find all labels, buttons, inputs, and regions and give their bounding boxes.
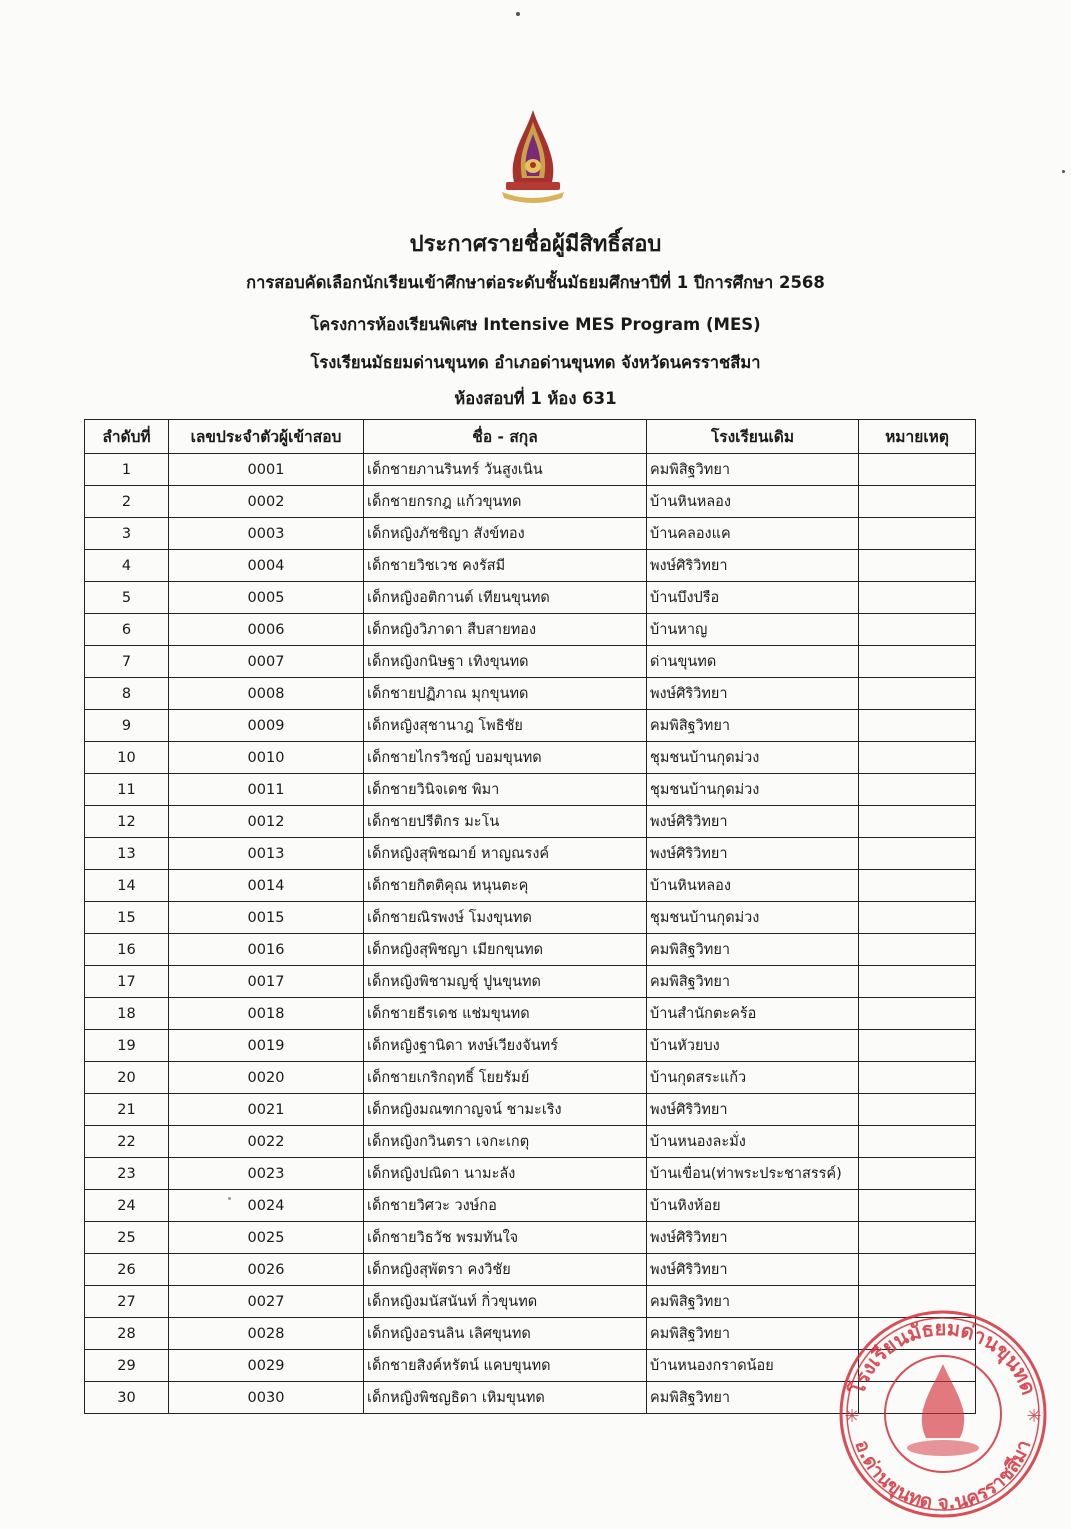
table-row [85,1222,976,1254]
previous-school-cell: ด่านขุนทด [647,646,859,678]
table-row [85,518,976,550]
full-name-cell: เด็กชายเกริกฤทธิ์ โยยรัมย์ [364,1062,647,1094]
order-cell: 10 [85,742,169,774]
scan-speck [516,12,520,16]
exam-id-cell: 0025 [169,1222,364,1254]
exam-id-cell: 0015 [169,902,364,934]
previous-school-cell: บ้านหาญ [647,614,859,646]
exam-id-cell: 0023 [169,1158,364,1190]
full-name-cell: เด็กหญิงมนัสนันท์ กิ่วขุนทด [364,1286,647,1318]
table-row [85,646,976,678]
remarks-cell [859,1190,976,1222]
remarks-cell [859,998,976,1030]
full-name-cell: เด็กหญิงมณฑกาญจน์ ชามะเริง [364,1094,647,1126]
order-cell: 23 [85,1158,169,1190]
full-name-cell: เด็กหญิงสุพิชญา เมียกขุนทด [364,934,647,966]
full-name-cell: เด็กหญิงปณิดา นามะลัง [364,1158,647,1190]
svg-text:✳: ✳ [844,1406,860,1427]
previous-school-cell: คมพิสิฐวิทยา [647,454,859,486]
svg-text:✳: ✳ [1026,1406,1042,1427]
full-name-cell: เด็กชายสิงค์หรัตน์ แคบขุนทด [364,1350,647,1382]
remarks-cell [859,518,976,550]
previous-school-cell: บ้านหนองละมั่ง [647,1126,859,1158]
table-header-row [85,420,976,454]
previous-school-cell: บ้านเขื่อน(ท่าพระประชาสรรค์) [647,1158,859,1190]
remarks-cell [859,966,976,998]
table-row [85,966,976,998]
previous-school-cell: คมพิสิฐวิทยา [647,934,859,966]
full-name-cell: เด็กชายวิชเวช คงรัสมี [364,550,647,582]
exam-id-cell: 0016 [169,934,364,966]
remarks-cell [859,774,976,806]
full-name-cell: เด็กชายไกรวิชญ์ บอมขุนทด [364,742,647,774]
order-cell: 7 [85,646,169,678]
remarks-cell [859,1254,976,1286]
remarks-cell [859,1126,976,1158]
remarks-cell [859,806,976,838]
exam-id-cell: 0020 [169,1062,364,1094]
stamp-bottom-text: อ.ด่านขุนทด จ.นครราชสีมา [850,1437,1036,1515]
school-emblem-icon [500,108,566,208]
scan-speck [1062,170,1065,173]
table-row [85,934,976,966]
school-name: โรงเรียนมัธยมด่านขุนทด อำเภอด่านขุนทด จังหวัดนครราชสีมา [310,353,761,372]
order-cell: 19 [85,1030,169,1062]
remarks-cell [859,934,976,966]
table-row [85,806,976,838]
previous-school-cell: พงษ์ศิริวิทยา [647,806,859,838]
remarks-cell [859,1062,976,1094]
order-cell: 12 [85,806,169,838]
exam-room: ห้องสอบที่ 1 ห้อง 631 [454,389,617,408]
stamp-top-text: โรงเรียนมัธยมด่านขุนทด [844,1315,1042,1398]
page-title: ประกาศรายชื่อผู้มีสิทธิ์สอบ [409,232,662,257]
full-name-cell: เด็กหญิงอติกานต์ เทียนขุนทด [364,582,647,614]
remarks-cell [859,870,976,902]
full-name-cell: เด็กหญิงกวินตรา เจกะเกตุ [364,1126,647,1158]
full-name-cell: เด็กหญิงสุชานาฎ โพธิชัย [364,710,647,742]
full-name-cell: เด็กชายณิรพงษ์ โมงขุนทด [364,902,647,934]
remarks-cell [859,454,976,486]
previous-school-cell: บ้านสำนักตะคร้อ [647,998,859,1030]
previous-school-cell: พงษ์ศิริวิทยา [647,838,859,870]
order-cell: 24 [85,1190,169,1222]
previous-school-cell: บ้านหินหลอง [647,870,859,902]
order-cell: 3 [85,518,169,550]
full-name-cell: เด็กชายวิศวะ วงษ์กอ [364,1190,647,1222]
previous-school-cell: ชุมชนบ้านกุดม่วง [647,742,859,774]
previous-school-cell: บ้านบึงปรือ [647,582,859,614]
remarks-cell [859,646,976,678]
table-row [85,1190,976,1222]
table-row [85,1062,976,1094]
table-row [85,1126,976,1158]
exam-id-cell: 0019 [169,1030,364,1062]
order-cell: 27 [85,1286,169,1318]
order-cell: 29 [85,1350,169,1382]
table-row [85,486,976,518]
table-row [85,1094,976,1126]
table-row [85,902,976,934]
exam-id-cell: 0012 [169,806,364,838]
exam-id-cell: 0004 [169,550,364,582]
previous-school-cell: บ้านหัวยบง [647,1030,859,1062]
exam-id-cell: 0001 [169,454,364,486]
full-name-cell: เด็กชายธีรเดช แช่มขุนทด [364,998,647,1030]
full-name-cell: เด็กหญิงสุพิชฌาย์ หาญณรงค์ [364,838,647,870]
exam-id-cell: 0007 [169,646,364,678]
exam-id-cell: 0030 [169,1382,364,1414]
order-cell: 20 [85,1062,169,1094]
remarks-cell [859,902,976,934]
order-cell: 5 [85,582,169,614]
remarks-cell [859,1094,976,1126]
previous-school-cell: บ้านหินหลอง [647,486,859,518]
exam-id-cell: 0027 [169,1286,364,1318]
order-cell: 22 [85,1126,169,1158]
order-cell: 8 [85,678,169,710]
full-name-cell: เด็กชายปรีติกร มะโน [364,806,647,838]
remarks-cell [859,486,976,518]
exam-id-cell: 0029 [169,1350,364,1382]
remarks-cell [859,1222,976,1254]
full-name-cell: เด็กหญิงสุพัตรา คงวิชัย [364,1254,647,1286]
full-name-cell: เด็กชายวิธวัช พรมทันใจ [364,1222,647,1254]
table-row [85,870,976,902]
previous-school-cell: บ้านหนองกราดน้อย [647,1350,859,1382]
exam-id-cell: 0024 [169,1190,364,1222]
previous-school-cell: พงษ์ศิริวิทยา [647,678,859,710]
previous-school-cell: พงษ์ศิริวิทยา [647,1222,859,1254]
table-row [85,454,976,486]
column-header-remarks: หมายเหตุ [859,420,976,454]
previous-school-cell: บ้านหิงห้อย [647,1190,859,1222]
exam-id-cell: 0010 [169,742,364,774]
previous-school-cell: พงษ์ศิริวิทยา [647,1094,859,1126]
order-cell: 25 [85,1222,169,1254]
exam-id-cell: 0022 [169,1126,364,1158]
order-cell: 18 [85,998,169,1030]
previous-school-cell: พงษ์ศิริวิทยา [647,1254,859,1286]
previous-school-cell: คมพิสิฐวิทยา [647,710,859,742]
table-row [85,710,976,742]
full-name-cell: เด็กชายวินิจเดช พิมา [364,774,647,806]
exam-id-cell: 0005 [169,582,364,614]
remarks-cell [859,582,976,614]
full-name-cell: เด็กชายกิตติคุณ หนุนตะคุ [364,870,647,902]
previous-school-cell: พงษ์ศิริวิทยา [647,550,859,582]
remarks-cell [859,1030,976,1062]
exam-subtitle: การสอบคัดเลือกนักเรียนเข้าศึกษาต่อระดับชั้นมัธยมศึกษาปีที่ 1 ปีการศึกษา 2568 [246,273,825,292]
exam-id-cell: 0021 [169,1094,364,1126]
table-row [85,1254,976,1286]
table-row [85,550,976,582]
order-cell: 17 [85,966,169,998]
table-row [85,774,976,806]
full-name-cell: เด็กชายภานรินทร์ วันสูงเนิน [364,454,647,486]
remarks-cell [859,838,976,870]
table-row [85,998,976,1030]
remarks-cell [859,614,976,646]
full-name-cell: เด็กหญิงวิภาดา สืบสายทอง [364,614,647,646]
order-cell: 26 [85,1254,169,1286]
exam-id-cell: 0008 [169,678,364,710]
order-cell: 4 [85,550,169,582]
table-row [85,582,976,614]
order-cell: 30 [85,1382,169,1414]
order-cell: 9 [85,710,169,742]
order-cell: 11 [85,774,169,806]
full-name-cell: เด็กหญิงอรนลิน เลิศขุนทด [364,1318,647,1350]
full-name-cell: เด็กหญิงพิชญธิดา เหิมขุนทด [364,1382,647,1414]
previous-school-cell: คมพิสิฐวิทยา [647,1382,859,1414]
order-cell: 6 [85,614,169,646]
previous-school-cell: บ้านกุดสระแก้ว [647,1062,859,1094]
table-row [85,1030,976,1062]
order-cell: 14 [85,870,169,902]
remarks-cell [859,710,976,742]
exam-id-cell: 0017 [169,966,364,998]
full-name-cell: เด็กหญิงกนิษฐา เทิงขุนทด [364,646,647,678]
candidate-table-body [85,454,976,1414]
column-header-full-name: ชื่อ - สกุล [364,420,647,454]
full-name-cell: เด็กชายปฏิภาณ มุกขุนทด [364,678,647,710]
previous-school-cell: คมพิสิฐวิทยา [647,1286,859,1318]
exam-id-cell: 0006 [169,614,364,646]
full-name-cell: เด็กชายกรกฎ แก้วขุนทด [364,486,647,518]
column-header-order: ลำดับที่ [85,420,169,454]
exam-id-cell: 0002 [169,486,364,518]
exam-id-cell: 0011 [169,774,364,806]
remarks-cell [859,1158,976,1190]
exam-id-cell: 0013 [169,838,364,870]
table-row [85,742,976,774]
order-cell: 13 [85,838,169,870]
order-cell: 1 [85,454,169,486]
exam-id-cell: 0028 [169,1318,364,1350]
previous-school-cell: ชุมชนบ้านกุดม่วง [647,902,859,934]
remarks-cell [859,550,976,582]
exam-id-cell: 0003 [169,518,364,550]
remarks-cell [859,678,976,710]
column-header-exam-id: เลขประจำตัวผู้เข้าสอบ [169,420,364,454]
table-row [85,678,976,710]
order-cell: 28 [85,1318,169,1350]
order-cell: 16 [85,934,169,966]
exam-id-cell: 0026 [169,1254,364,1286]
table-row [85,614,976,646]
exam-id-cell: 0018 [169,998,364,1030]
exam-id-cell: 0009 [169,710,364,742]
column-header-previous-school: โรงเรียนเดิม [647,420,859,454]
program-name: โครงการห้องเรียนพิเศษ Intensive MES Program (MES) [310,315,761,334]
previous-school-cell: คมพิสิฐวิทยา [647,966,859,998]
candidate-table [84,419,976,1414]
previous-school-cell: คมพิสิฐวิทยา [647,1318,859,1350]
order-cell: 2 [85,486,169,518]
table-row [85,1158,976,1190]
table-row [85,838,976,870]
previous-school-cell: บ้านคลองแค [647,518,859,550]
full-name-cell: เด็กหญิงฐานิดา หงษ์เวียงจันทร์ [364,1030,647,1062]
full-name-cell: เด็กหญิงพิชามญชุ์ ปูนขุนทด [364,966,647,998]
order-cell: 21 [85,1094,169,1126]
order-cell: 15 [85,902,169,934]
full-name-cell: เด็กหญิงภัชชิญา สังข์ทอง [364,518,647,550]
school-stamp-icon [830,1306,1056,1520]
previous-school-cell: ชุมชนบ้านกุดม่วง [647,774,859,806]
remarks-cell [859,742,976,774]
exam-id-cell: 0014 [169,870,364,902]
